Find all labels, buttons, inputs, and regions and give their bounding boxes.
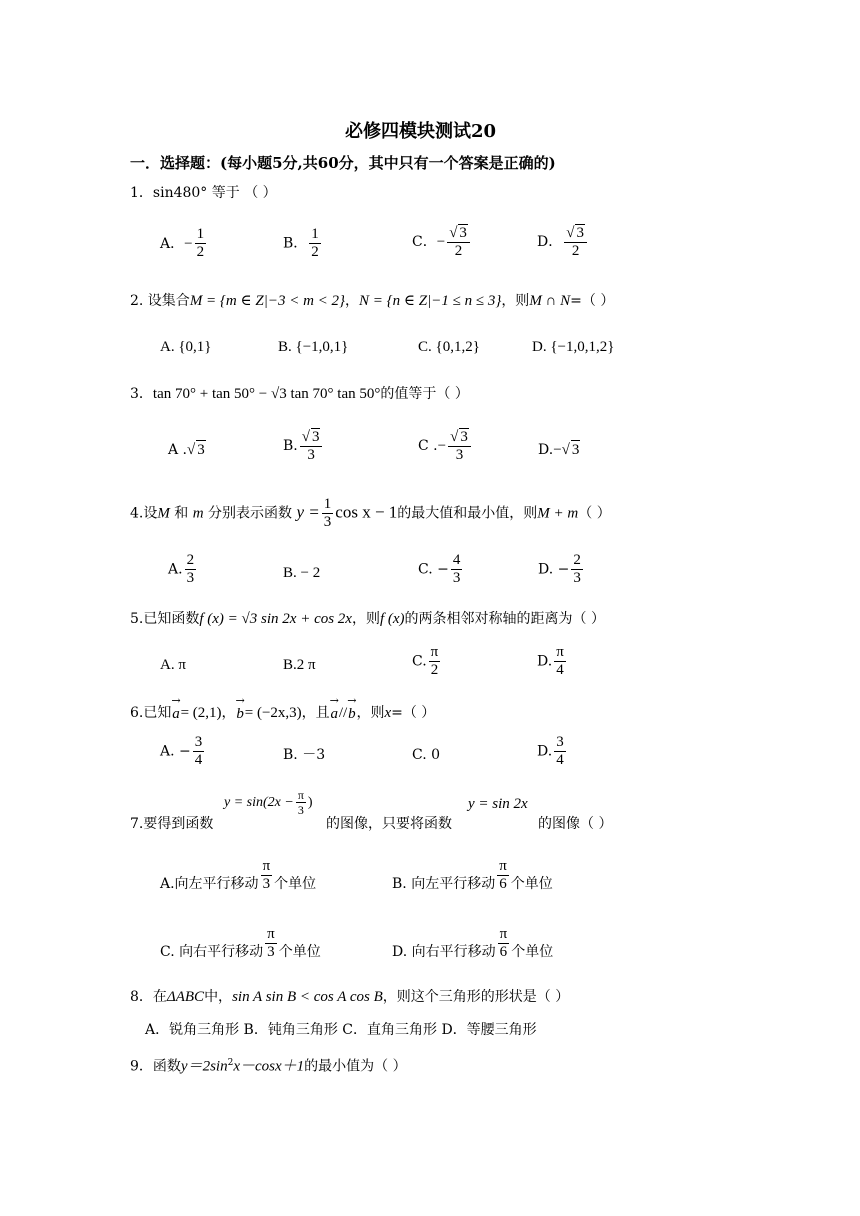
question-2-option-a[interactable]: A. {0,1} (160, 339, 212, 355)
question-7-stem-end: 的图像（ ） (538, 816, 613, 832)
question-4-option-b[interactable]: B. − 2 (283, 565, 321, 581)
question-7-stem-text: 7.要得到函数 (130, 816, 214, 832)
question-7-option-c[interactable]: C. 向右平行移动 $\frac{\pi}{3}$ 个单位 (160, 926, 321, 960)
option-a[interactable]: A．− $\frac{1}{2}$ (160, 226, 205, 260)
question-7-stem-mid: 的图像，只要将函数 (326, 816, 452, 832)
question-5-option-c[interactable]: C. $\frac{\pi}{2}$ (412, 644, 439, 678)
question-3-option-a[interactable]: A .√ 3 (168, 442, 205, 458)
question-5-option-d[interactable]: D. $\frac{\pi}{4}$ (537, 644, 564, 678)
question-7-function-2: y = sin 2x (468, 796, 528, 812)
question-2-option-b[interactable]: B. {−1,0,1} (278, 339, 349, 355)
question-6-option-d[interactable]: D. $\frac{3}{4}$ (537, 734, 564, 768)
question-4-option-a[interactable]: A. $\frac{2}{3}$ (168, 552, 195, 586)
question-5-stem: 5.已知函数f (x) = √3 sin 2x + cos 2x，则f (x)的两条相邻对称轴的距离为（ ） (130, 611, 605, 627)
question-5-option-b[interactable]: B.2 π (283, 657, 316, 673)
question-4-option-d[interactable]: D. − $\frac{2}{3}$ (538, 552, 581, 586)
question-1-stem: 1．sin480° 等于 （ ） (130, 185, 277, 201)
question-5-option-a[interactable]: A. π (160, 657, 186, 673)
question-7-option-a[interactable]: A.向左平行移动 $\frac{\pi}{3}$ 个单位 (160, 858, 317, 892)
question-4-stem: 4.设M 和 m 分别表示函数 y = $\frac{1}{3}$ cos x − 1的最大值和最小值，则M + m（ ） (130, 496, 611, 530)
question-3-option-b[interactable]: B. $\frac{√ 3}{3}$ (283, 428, 324, 464)
question-4-option-c[interactable]: C. − $\frac{4}{3}$ (418, 552, 461, 586)
question-1-option-b[interactable]: B． $\frac{1}{2}$ (283, 226, 319, 260)
question-9-stem: 9．函数$y=2\sin^2x-\cos x+1$的最小值为（ ） (130, 1058, 407, 1075)
question-6-option-a[interactable]: A. − $\frac{3}{4}$ (160, 734, 203, 768)
question-1-options (160, 226, 208, 261)
page-title: 必修四模块测试20 (345, 121, 497, 142)
question-3-option-d[interactable]: D.−√ 3 (538, 442, 580, 458)
question-3-stem: 3．tan 70° + tan 50° − √3 tan 70° tan 50°的值等于（ ） (130, 386, 469, 402)
question-7-function-1: y = sin(2x − $\frac{\pi}{3}$ ) (224, 788, 313, 817)
question-6-option-b[interactable]: B. －3 (283, 747, 326, 763)
question-1-option-d[interactable]: D． $\frac{√ 3}{2}$ (537, 224, 589, 260)
question-2-option-d[interactable]: D. {−1,0,1,2} (532, 339, 615, 355)
question-6-option-c[interactable]: C. 0 (412, 747, 441, 763)
question-8-stem: 8．在ΔABC中，sin A sin B < cos A cos B，则这个三角形的形状是（ ） (130, 989, 570, 1005)
question-2-stem: 2. 设集合M = {m ∈ Z|−3 < m < 2}，N = {n ∈ Z|−1 ≤ n ≤ 3}，则M ∩ N=（ ） (130, 293, 615, 309)
section-heading: 一．选择题：(每小题5分,共60分，其中只有一个答案是正确的) (130, 154, 556, 172)
question-8-options[interactable]: A．锐角三角形 B．钝角三角形 C．直角三角形 D．等腰三角形 (145, 1022, 537, 1038)
question-3-option-c[interactable]: C .− $\frac{√ 3}{3}$ (418, 428, 473, 464)
question-6-stem: 6.已知 → a = (2,1)， → b = (−2x,3)，且 → a // → b ，则x=（ ） (130, 694, 436, 722)
question-1-option-c[interactable]: C．− $\frac{√ 3}{2}$ (412, 224, 472, 260)
question-7-option-d[interactable]: D. 向右平行移动 $\frac{\pi}{6}$ 个单位 (392, 926, 554, 960)
question-7-option-b[interactable]: B. 向左平行移动 $\frac{\pi}{6}$ 个单位 (392, 858, 553, 892)
question-2-option-c[interactable]: C. {0,1,2} (418, 339, 480, 355)
